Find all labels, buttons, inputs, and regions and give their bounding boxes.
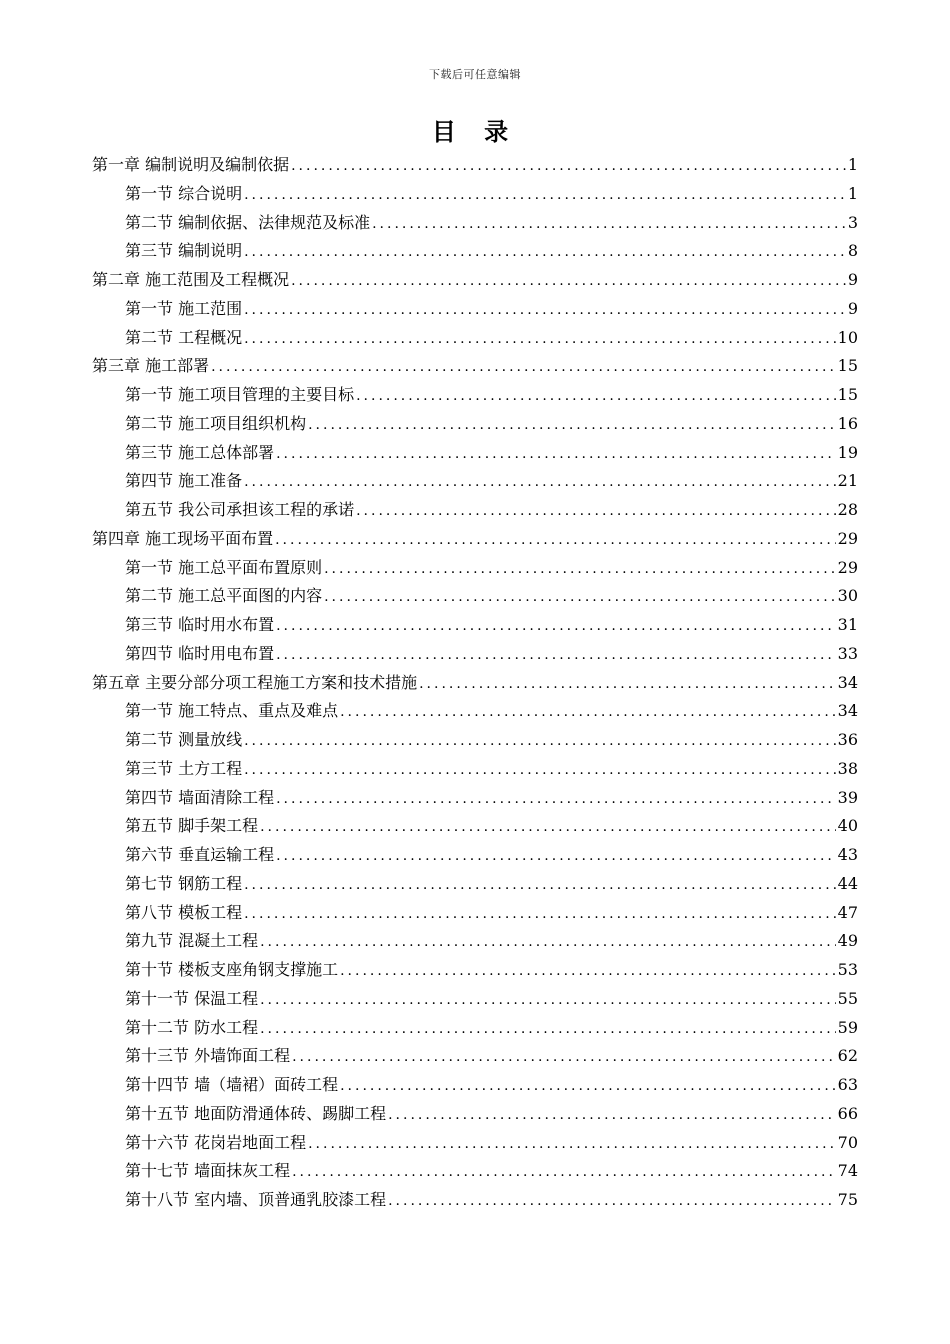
- toc-page-number: 70: [837, 1132, 858, 1152]
- toc-chapter-entry[interactable]: [92, 266, 858, 295]
- toc-section-entry[interactable]: [92, 439, 858, 468]
- toc-section-entry[interactable]: [92, 841, 858, 870]
- toc-section-entry[interactable]: [92, 324, 858, 353]
- toc-entry-label: 第十八节 室内墙、顶普通乳胶漆工程: [125, 1190, 387, 1209]
- toc-page-number: 43: [837, 845, 858, 864]
- toc-chapter-entry[interactable]: [92, 352, 858, 381]
- toc-page-number: 31: [837, 615, 858, 634]
- toc-dot-leader: [340, 698, 836, 727]
- toc-entry-label: 第十二节 防水工程: [125, 1017, 259, 1037]
- toc-section-entry[interactable]: [92, 1014, 858, 1043]
- toc-entry-label: 第三节 编制说明: [125, 241, 243, 261]
- toc-section-entry[interactable]: [92, 956, 858, 985]
- toc-page-number: 62: [837, 1046, 858, 1066]
- toc-entry-label: 第三节 施工总体部署: [125, 442, 275, 462]
- toc-page-number: 36: [837, 730, 858, 749]
- toc-page-number: 75: [837, 1190, 858, 1209]
- toc-entry-label: 第九节 混凝土工程: [125, 931, 259, 951]
- toc-entry-label: 第一节 施工特点、重点及难点: [125, 701, 339, 721]
- toc-page-number: 9: [847, 270, 858, 289]
- toc-entry-label: 第一节 施工总平面布置原则: [125, 557, 323, 577]
- toc-section-entry[interactable]: [92, 1157, 858, 1186]
- toc-section-entry[interactable]: [92, 1042, 858, 1071]
- toc-section-entry[interactable]: [92, 295, 858, 324]
- toc-section-entry[interactable]: [92, 640, 858, 669]
- toc-page-number: 1: [847, 183, 858, 203]
- toc-dot-leader: [244, 296, 846, 325]
- toc-page-number: 53: [837, 960, 858, 979]
- toc-entry-label: 第二节 施工项目组织机构: [125, 413, 307, 433]
- toc-dot-leader: [372, 210, 846, 239]
- toc-section-entry[interactable]: [92, 870, 858, 899]
- toc-chapter-entry[interactable]: [92, 669, 858, 698]
- toc-dot-leader: [244, 468, 836, 497]
- toc-section-entry[interactable]: [92, 755, 858, 784]
- toc-page-number: 38: [837, 758, 858, 778]
- toc-page-number: 16: [837, 413, 858, 433]
- toc-page-number: 33: [837, 643, 858, 663]
- toc-entry-label: 第二章 施工范围及工程概况: [92, 270, 290, 289]
- toc-section-entry[interactable]: [92, 985, 858, 1014]
- toc-dot-leader: [292, 1158, 836, 1187]
- toc-page-number: 21: [837, 471, 858, 491]
- toc-chapter-entry[interactable]: [92, 525, 858, 554]
- toc-entry-label: 第四节 临时用电布置: [125, 643, 275, 663]
- toc-page-number: 15: [837, 356, 858, 376]
- toc-dot-leader: [244, 181, 846, 210]
- toc-dot-leader: [244, 756, 836, 785]
- toc-section-entry[interactable]: [92, 410, 858, 439]
- toc-page-number: 74: [837, 1161, 858, 1181]
- table-of-contents: [92, 151, 858, 1215]
- toc-entry-label: 第五节 脚手架工程: [125, 816, 259, 836]
- toc-page-number: 55: [837, 988, 858, 1008]
- toc-page-number: 34: [837, 672, 858, 692]
- toc-section-entry[interactable]: [92, 209, 858, 238]
- toc-section-entry[interactable]: [92, 381, 858, 410]
- toc-dot-leader: [276, 612, 836, 641]
- toc-page-number: 1: [847, 155, 858, 174]
- toc-dot-leader: [324, 555, 836, 584]
- toc-section-entry[interactable]: [92, 180, 858, 209]
- toc-entry-label: 第十一节 保温工程: [125, 988, 259, 1008]
- toc-section-entry[interactable]: [92, 467, 858, 496]
- toc-dot-leader: [276, 440, 836, 469]
- toc-section-entry[interactable]: [92, 1071, 858, 1100]
- toc-dot-leader: [244, 900, 836, 929]
- toc-entry-label: 第七节 钢筋工程: [125, 873, 243, 893]
- toc-page-number: 39: [837, 787, 858, 807]
- toc-dot-leader: [276, 842, 836, 871]
- toc-dot-leader: [244, 238, 846, 267]
- toc-dot-leader: [308, 1130, 836, 1159]
- toc-section-entry[interactable]: [92, 1129, 858, 1158]
- toc-page-number: 40: [837, 816, 858, 836]
- toc-page-number: 3: [847, 212, 858, 232]
- toc-dot-leader: [291, 267, 846, 296]
- toc-dot-leader: [340, 1072, 836, 1101]
- toc-entry-label: 第一章 编制说明及编制依据: [92, 155, 290, 174]
- toc-section-entry[interactable]: [92, 899, 858, 928]
- toc-page-number: 47: [837, 902, 858, 922]
- toc-section-entry[interactable]: [92, 697, 858, 726]
- toc-section-entry[interactable]: [92, 927, 858, 956]
- toc-page-number: 34: [837, 701, 858, 721]
- toc-page-number: 49: [837, 931, 858, 951]
- toc-dot-leader: [419, 670, 836, 699]
- toc-entry-label: 第三节 土方工程: [125, 758, 243, 778]
- toc-entry-label: 第四章 施工现场平面布置: [92, 528, 274, 548]
- toc-entry-label: 第十节 楼板支座角钢支撑施工: [125, 960, 339, 979]
- toc-chapter-entry[interactable]: [92, 151, 858, 180]
- toc-page-number: 63: [837, 1075, 858, 1094]
- toc-entry-label: 第二节 测量放线: [125, 730, 243, 749]
- toc-dot-leader: [292, 1043, 836, 1072]
- toc-entry-label: 第十四节 墙（墙裙）面砖工程: [125, 1075, 339, 1094]
- toc-entry-label: 第八节 模板工程: [125, 902, 243, 922]
- toc-entry-label: 第十七节 墙面抹灰工程: [125, 1161, 291, 1181]
- toc-page-number: 15: [837, 385, 858, 404]
- toc-section-entry[interactable]: [92, 1100, 858, 1129]
- toc-page-number: 28: [837, 500, 858, 519]
- toc-section-entry[interactable]: [92, 582, 858, 611]
- toc-section-entry[interactable]: [92, 237, 858, 266]
- toc-dot-leader: [356, 382, 836, 411]
- toc-page-number: 9: [847, 298, 858, 318]
- toc-dot-leader: [211, 353, 836, 382]
- toc-dot-leader: [388, 1101, 836, 1130]
- toc-entry-label: 第二节 编制依据、法律规范及标准: [125, 212, 371, 232]
- toc-dot-leader: [276, 641, 836, 670]
- toc-dot-leader: [275, 526, 836, 555]
- toc-page-number: 59: [837, 1017, 858, 1037]
- toc-entry-label: 第一节 综合说明: [125, 183, 243, 203]
- toc-entry-label: 第三章 施工部署: [92, 356, 210, 376]
- toc-page-number: 19: [837, 442, 858, 462]
- toc-dot-leader: [324, 583, 836, 612]
- toc-entry-label: 第二节 工程概况: [125, 327, 243, 347]
- toc-page-number: 44: [837, 873, 858, 893]
- toc-entry-label: 第十五节 地面防滑通体砖、踢脚工程: [125, 1103, 387, 1123]
- toc-entry-label: 第六节 垂直运输工程: [125, 845, 275, 864]
- toc-dot-leader: [291, 152, 846, 181]
- toc-dot-leader: [260, 813, 836, 842]
- toc-dot-leader: [340, 957, 836, 986]
- toc-section-entry[interactable]: [92, 784, 858, 813]
- toc-entry-label: 第一节 施工范围: [125, 298, 243, 318]
- toc-entry-label: 第四节 墙面清除工程: [125, 787, 275, 807]
- toc-page-number: 10: [837, 327, 858, 347]
- toc-dot-leader: [356, 497, 836, 526]
- toc-page-number: 29: [837, 557, 858, 577]
- toc-dot-leader: [260, 986, 836, 1015]
- toc-section-entry[interactable]: [92, 554, 858, 583]
- toc-entry-label: 第五章 主要分部分项工程施工方案和技术措施: [92, 672, 418, 692]
- toc-entry-label: 第五节 我公司承担该工程的承诺: [125, 500, 355, 519]
- toc-section-entry[interactable]: [92, 611, 858, 640]
- toc-entry-label: 第四节 施工准备: [125, 471, 243, 491]
- toc-title: 目 录: [431, 117, 519, 146]
- toc-dot-leader: [388, 1187, 836, 1216]
- toc-entry-label: 第一节 施工项目管理的主要目标: [125, 385, 355, 404]
- toc-section-entry[interactable]: [92, 1186, 858, 1215]
- toc-dot-leader: [244, 727, 836, 756]
- toc-dot-leader: [308, 411, 836, 440]
- toc-entry-label: 第二节 施工总平面图的内容: [125, 586, 323, 606]
- toc-page-number: 66: [837, 1103, 858, 1123]
- toc-section-entry[interactable]: [92, 496, 858, 525]
- toc-dot-leader: [260, 1015, 836, 1044]
- toc-dot-leader: [244, 325, 836, 354]
- toc-page-number: 29: [837, 528, 858, 548]
- toc-entry-label: 第十三节 外墙饰面工程: [125, 1046, 291, 1066]
- toc-entry-label: 第三节 临时用水布置: [125, 615, 275, 634]
- header-note: 下载后可任意编辑: [429, 68, 521, 81]
- toc-entry-label: 第十六节 花岗岩地面工程: [125, 1132, 307, 1152]
- toc-page-number: 8: [847, 241, 858, 261]
- toc-dot-leader: [244, 871, 836, 900]
- toc-section-entry[interactable]: [92, 726, 858, 755]
- toc-dot-leader: [276, 785, 836, 814]
- toc-page-number: 30: [837, 586, 858, 606]
- toc-section-entry[interactable]: [92, 812, 858, 841]
- toc-dot-leader: [260, 928, 836, 957]
